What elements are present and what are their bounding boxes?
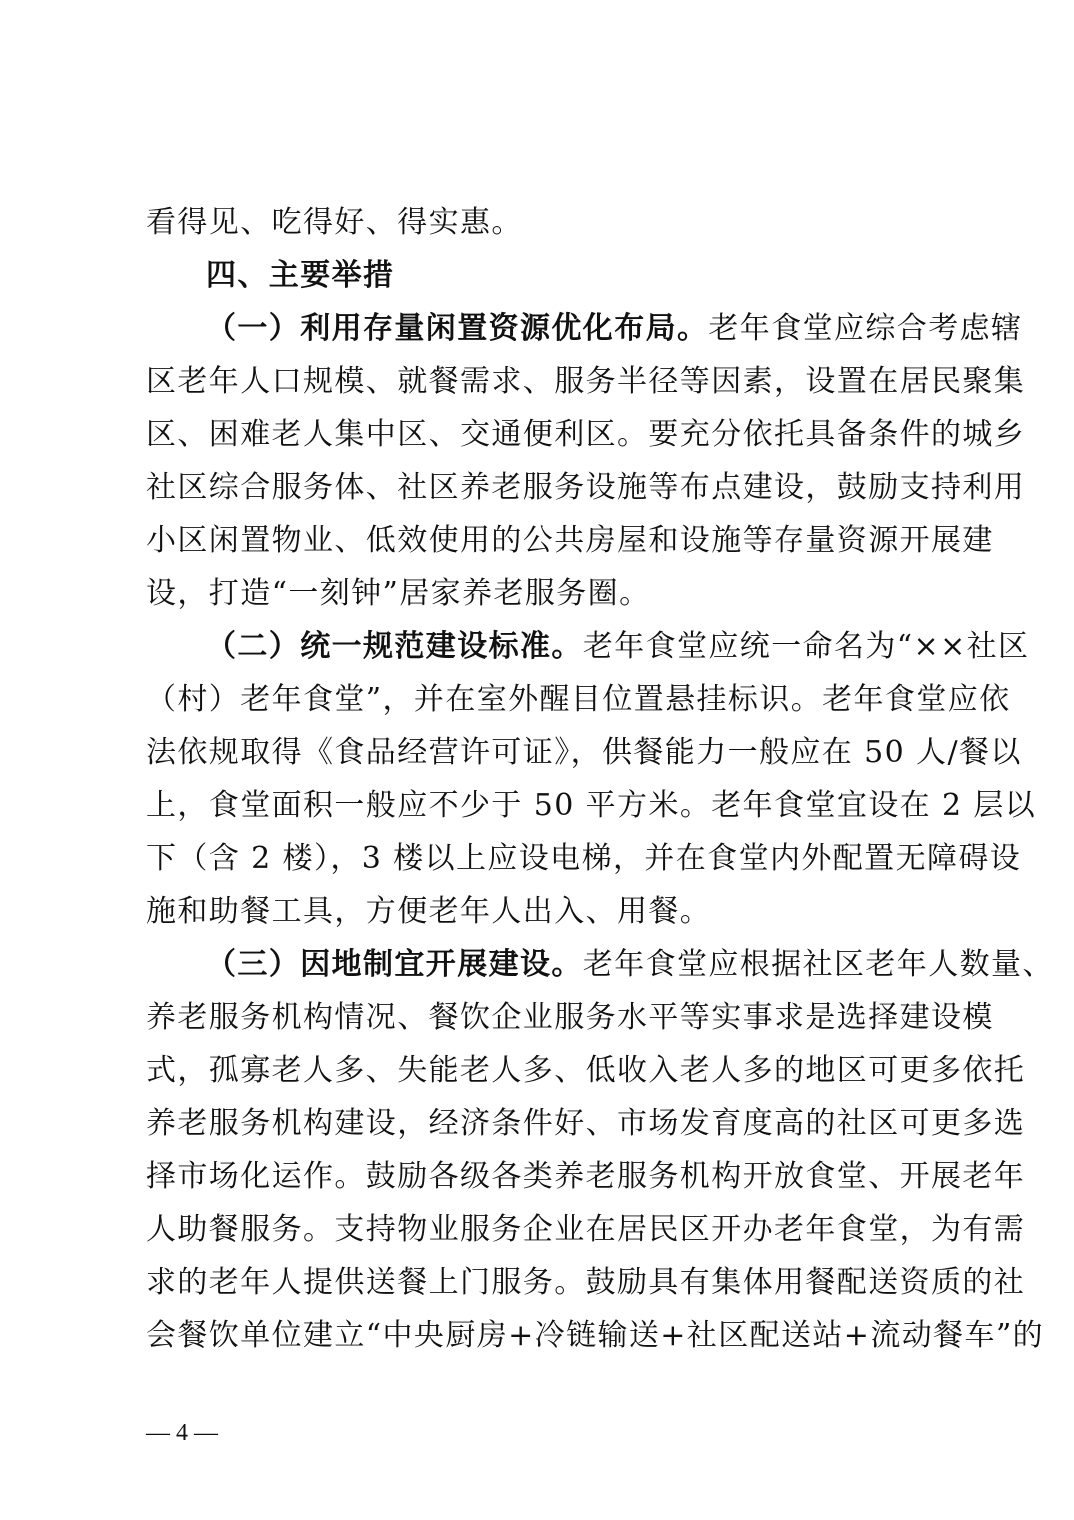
line-text: 看得见、吃得好、得实惠。 — [146, 205, 523, 240]
text-line — [146, 1203, 1026, 1256]
text-line — [146, 1150, 1026, 1203]
section-heading-text: 四、主要举措 — [206, 258, 395, 293]
text-line — [146, 196, 946, 249]
text-line — [146, 726, 1022, 779]
text-line — [146, 1097, 1026, 1150]
text-line — [146, 1256, 1026, 1309]
line-text: 法依规取得《食品经营许可证》，供餐能力一般应在 50 人/餐以 — [146, 735, 1022, 770]
paragraph-start — [146, 302, 1023, 355]
line-text: （村）老年食堂”，并在室外醒目位置悬挂标识。老年食堂应依 — [146, 682, 1011, 717]
text-line — [146, 408, 1026, 461]
line-text: 老年食堂应综合考虑辖 — [708, 311, 1023, 346]
line-text: 会餐饮单位建立“中央厨房+冷链输送+社区配送站+流动餐车”的 — [146, 1318, 1045, 1353]
line-text: 人助餐服务。支持物业服务企业在居民区开办老年食堂，为有需 — [146, 1212, 1026, 1247]
line-text: 择市场化运作。鼓励各级各类养老服务机构开放食堂、开展老年 — [146, 1159, 1026, 1194]
line-text: 养老服务机构情况、餐饮企业服务水平等实事求是选择建设模 — [146, 1000, 994, 1035]
line-text: 下（含 2 楼），3 楼以上应设电梯，并在食堂内外配置无障碍设 — [146, 841, 1022, 876]
subheading: （二）统一规范建设标准。 — [206, 629, 583, 664]
subheading: （一）利用存量闲置资源优化布局。 — [206, 311, 709, 346]
body-text — [146, 196, 1054, 1362]
line-text: 区、困难老人集中区、交通便利区。要充分依托具备条件的城乡 — [146, 417, 1026, 452]
text-line — [146, 514, 994, 567]
text-line — [146, 832, 1022, 885]
paragraph-start — [146, 938, 1054, 991]
line-text: 老年食堂应统一命名为“××社区 — [582, 629, 1030, 664]
text-line — [146, 355, 1026, 408]
line-text: 区老年人口规模、就餐需求、服务半径等因素，设置在居民聚集 — [146, 364, 1026, 399]
subheading: （三）因地制宜开展建设。 — [206, 947, 583, 982]
line-text: 式，孤寡老人多、失能老人多、低收入老人多的地区可更多依托 — [146, 1053, 1026, 1088]
line-text: 施和助餐工具，方便老年人出入、用餐。 — [146, 894, 712, 929]
line-text: 社区综合服务体、社区养老服务设施等布点建设，鼓励支持利用 — [146, 470, 1026, 505]
text-line — [146, 673, 1011, 726]
line-text: 求的老年人提供送餐上门服务。鼓励具有集体用餐配送资质的社 — [146, 1265, 1026, 1300]
line-text: 上，食堂面积一般应不少于 50 平方米。老年食堂宜设在 2 层以 — [146, 788, 1037, 823]
text-line — [146, 779, 1037, 832]
line-text: 小区闲置物业、低效使用的公共房屋和设施等存量资源开展建 — [146, 523, 994, 558]
text-line — [146, 885, 946, 938]
page-number: — 4 — — [146, 1420, 218, 1446]
line-text: 设，打造“一刻钟”居家养老服务圈。 — [146, 576, 651, 611]
text-line — [146, 567, 946, 620]
section-heading — [146, 249, 946, 302]
line-text: 老年食堂应根据社区老年人数量、 — [582, 947, 1054, 982]
line-text: 养老服务机构建设，经济条件好、市场发育度高的社区可更多选 — [146, 1106, 1026, 1141]
paragraph-start — [146, 620, 1030, 673]
text-line — [146, 991, 994, 1044]
text-line — [146, 461, 1026, 514]
text-line — [146, 1309, 1045, 1362]
text-line — [146, 1044, 1026, 1097]
